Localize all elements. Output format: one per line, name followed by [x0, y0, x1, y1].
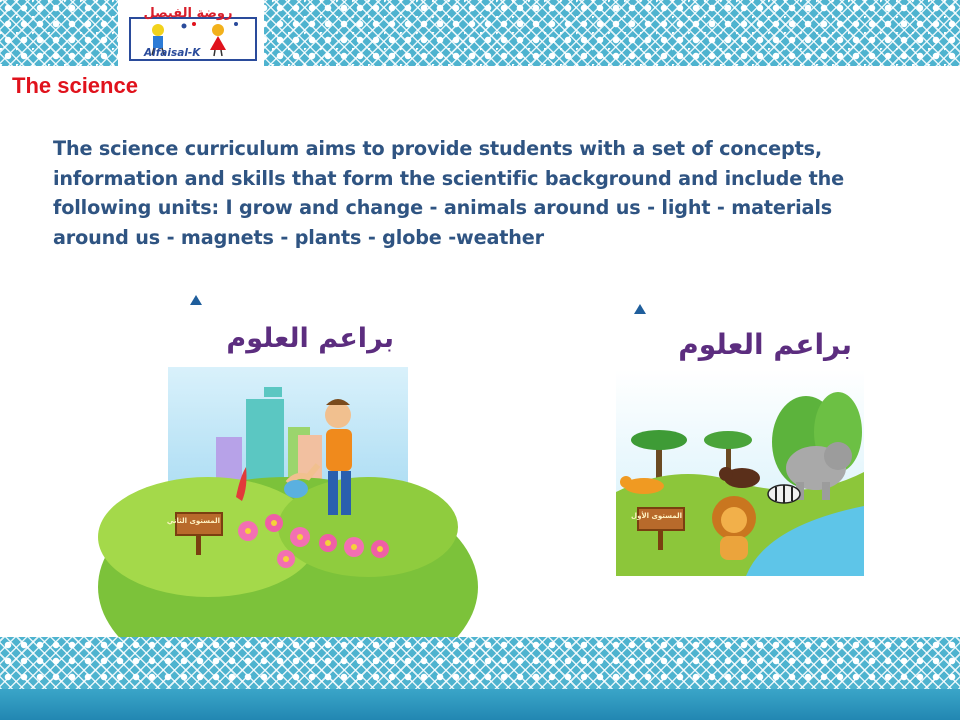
slide-title: The science [12, 73, 138, 98]
science-book-cover-level-2 [168, 287, 408, 583]
child-figure-right-icon [210, 24, 226, 56]
science-book-cover-level-1 [616, 292, 864, 576]
book-title: براعم العلوم [226, 323, 394, 354]
publisher-logo-icon [634, 304, 646, 314]
svg-text:روضة الفيصل: روضة الفيصل [143, 6, 233, 21]
zebra-icon [768, 485, 800, 503]
slide-body-text: The science curriculum aims to provide students with a set of concepts, information and skills that form the scientific background and include the following units: I grow and change - animals around us - light - materials around us - magnets - plants - globe -weather [53, 137, 845, 249]
stars-icon [182, 22, 239, 29]
book-level-label: المستوى الثاني [166, 517, 220, 525]
school-logo [118, 0, 264, 66]
publisher-logo-icon [190, 295, 202, 305]
book-title: براعم العلوم [678, 328, 852, 361]
bottom-solid-bar [0, 689, 960, 720]
book-level-label: المستوى الأول [631, 512, 682, 520]
logo-latin-text: Alfaisal-K [144, 47, 201, 59]
bottom-pattern-band [0, 637, 960, 689]
